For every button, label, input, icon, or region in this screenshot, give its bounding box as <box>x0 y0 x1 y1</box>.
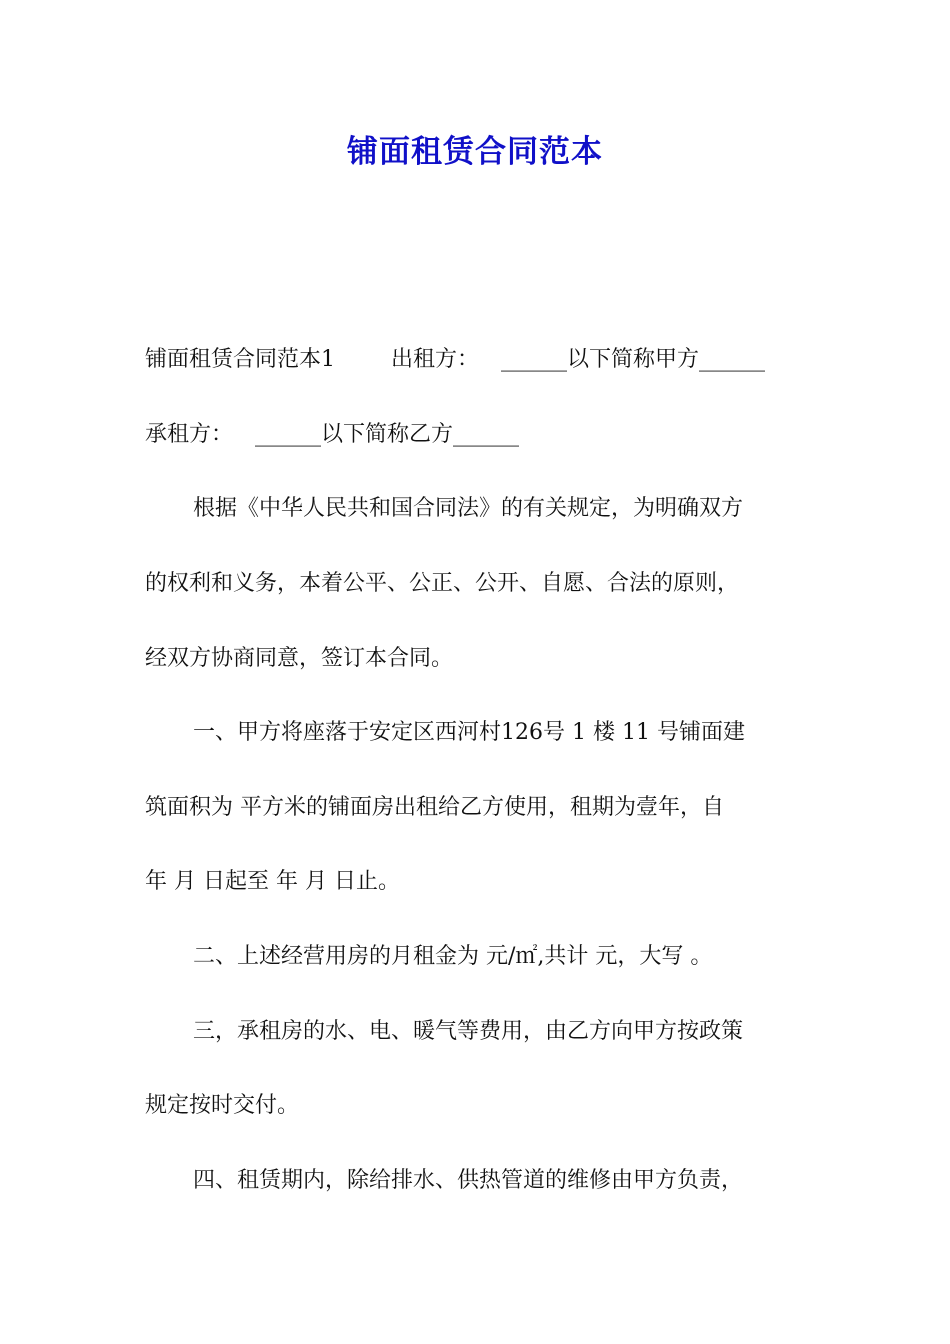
clause-1-line: 一、甲方将座落于安定区西河村126号 1 楼 11 号铺面建 <box>193 720 745 745</box>
lessee-blank: ______以下简称乙方______ <box>255 422 520 447</box>
clause-3-line: 规定按时交付。 <box>145 1093 300 1118</box>
document-name: 铺面租赁合同范本1 <box>145 347 335 372</box>
body-line: 根据《中华人民共和国合同法》的有关规定，为明确双方 <box>193 496 744 521</box>
clause-1-line: 年 月 日起至 年 月 日止。 <box>145 869 400 894</box>
body-line: 经双方协商同意，签订本合同。 <box>145 646 454 671</box>
clause-4-line: 四、租赁期内，除给排水、供热管道的维修由甲方负责， <box>193 1168 744 1193</box>
lessee-label: 承租方： <box>145 422 234 447</box>
lessor-blank: ______以下简称甲方______ <box>501 347 766 372</box>
header-line-lessor <box>145 340 810 380</box>
lessor-label: 出租方： <box>391 347 480 372</box>
clause-2-line: 二、上述经营用房的月租金为 元/㎡,共计 元，大写 。 <box>193 944 713 969</box>
body-line: 的权利和义务，本着公平、公正、公开、自愿、合法的原则， <box>145 571 740 596</box>
header-line-lessee <box>145 415 810 455</box>
document-title: 铺面租赁合同范本 <box>347 134 603 170</box>
clause-3-line: 三，承租房的水、电、暖气等费用，由乙方向甲方按政策 <box>193 1019 744 1044</box>
clause-1-line: 筑面积为 平方米的铺面房出租给乙方使用，租期为壹年，自 <box>145 795 724 820</box>
